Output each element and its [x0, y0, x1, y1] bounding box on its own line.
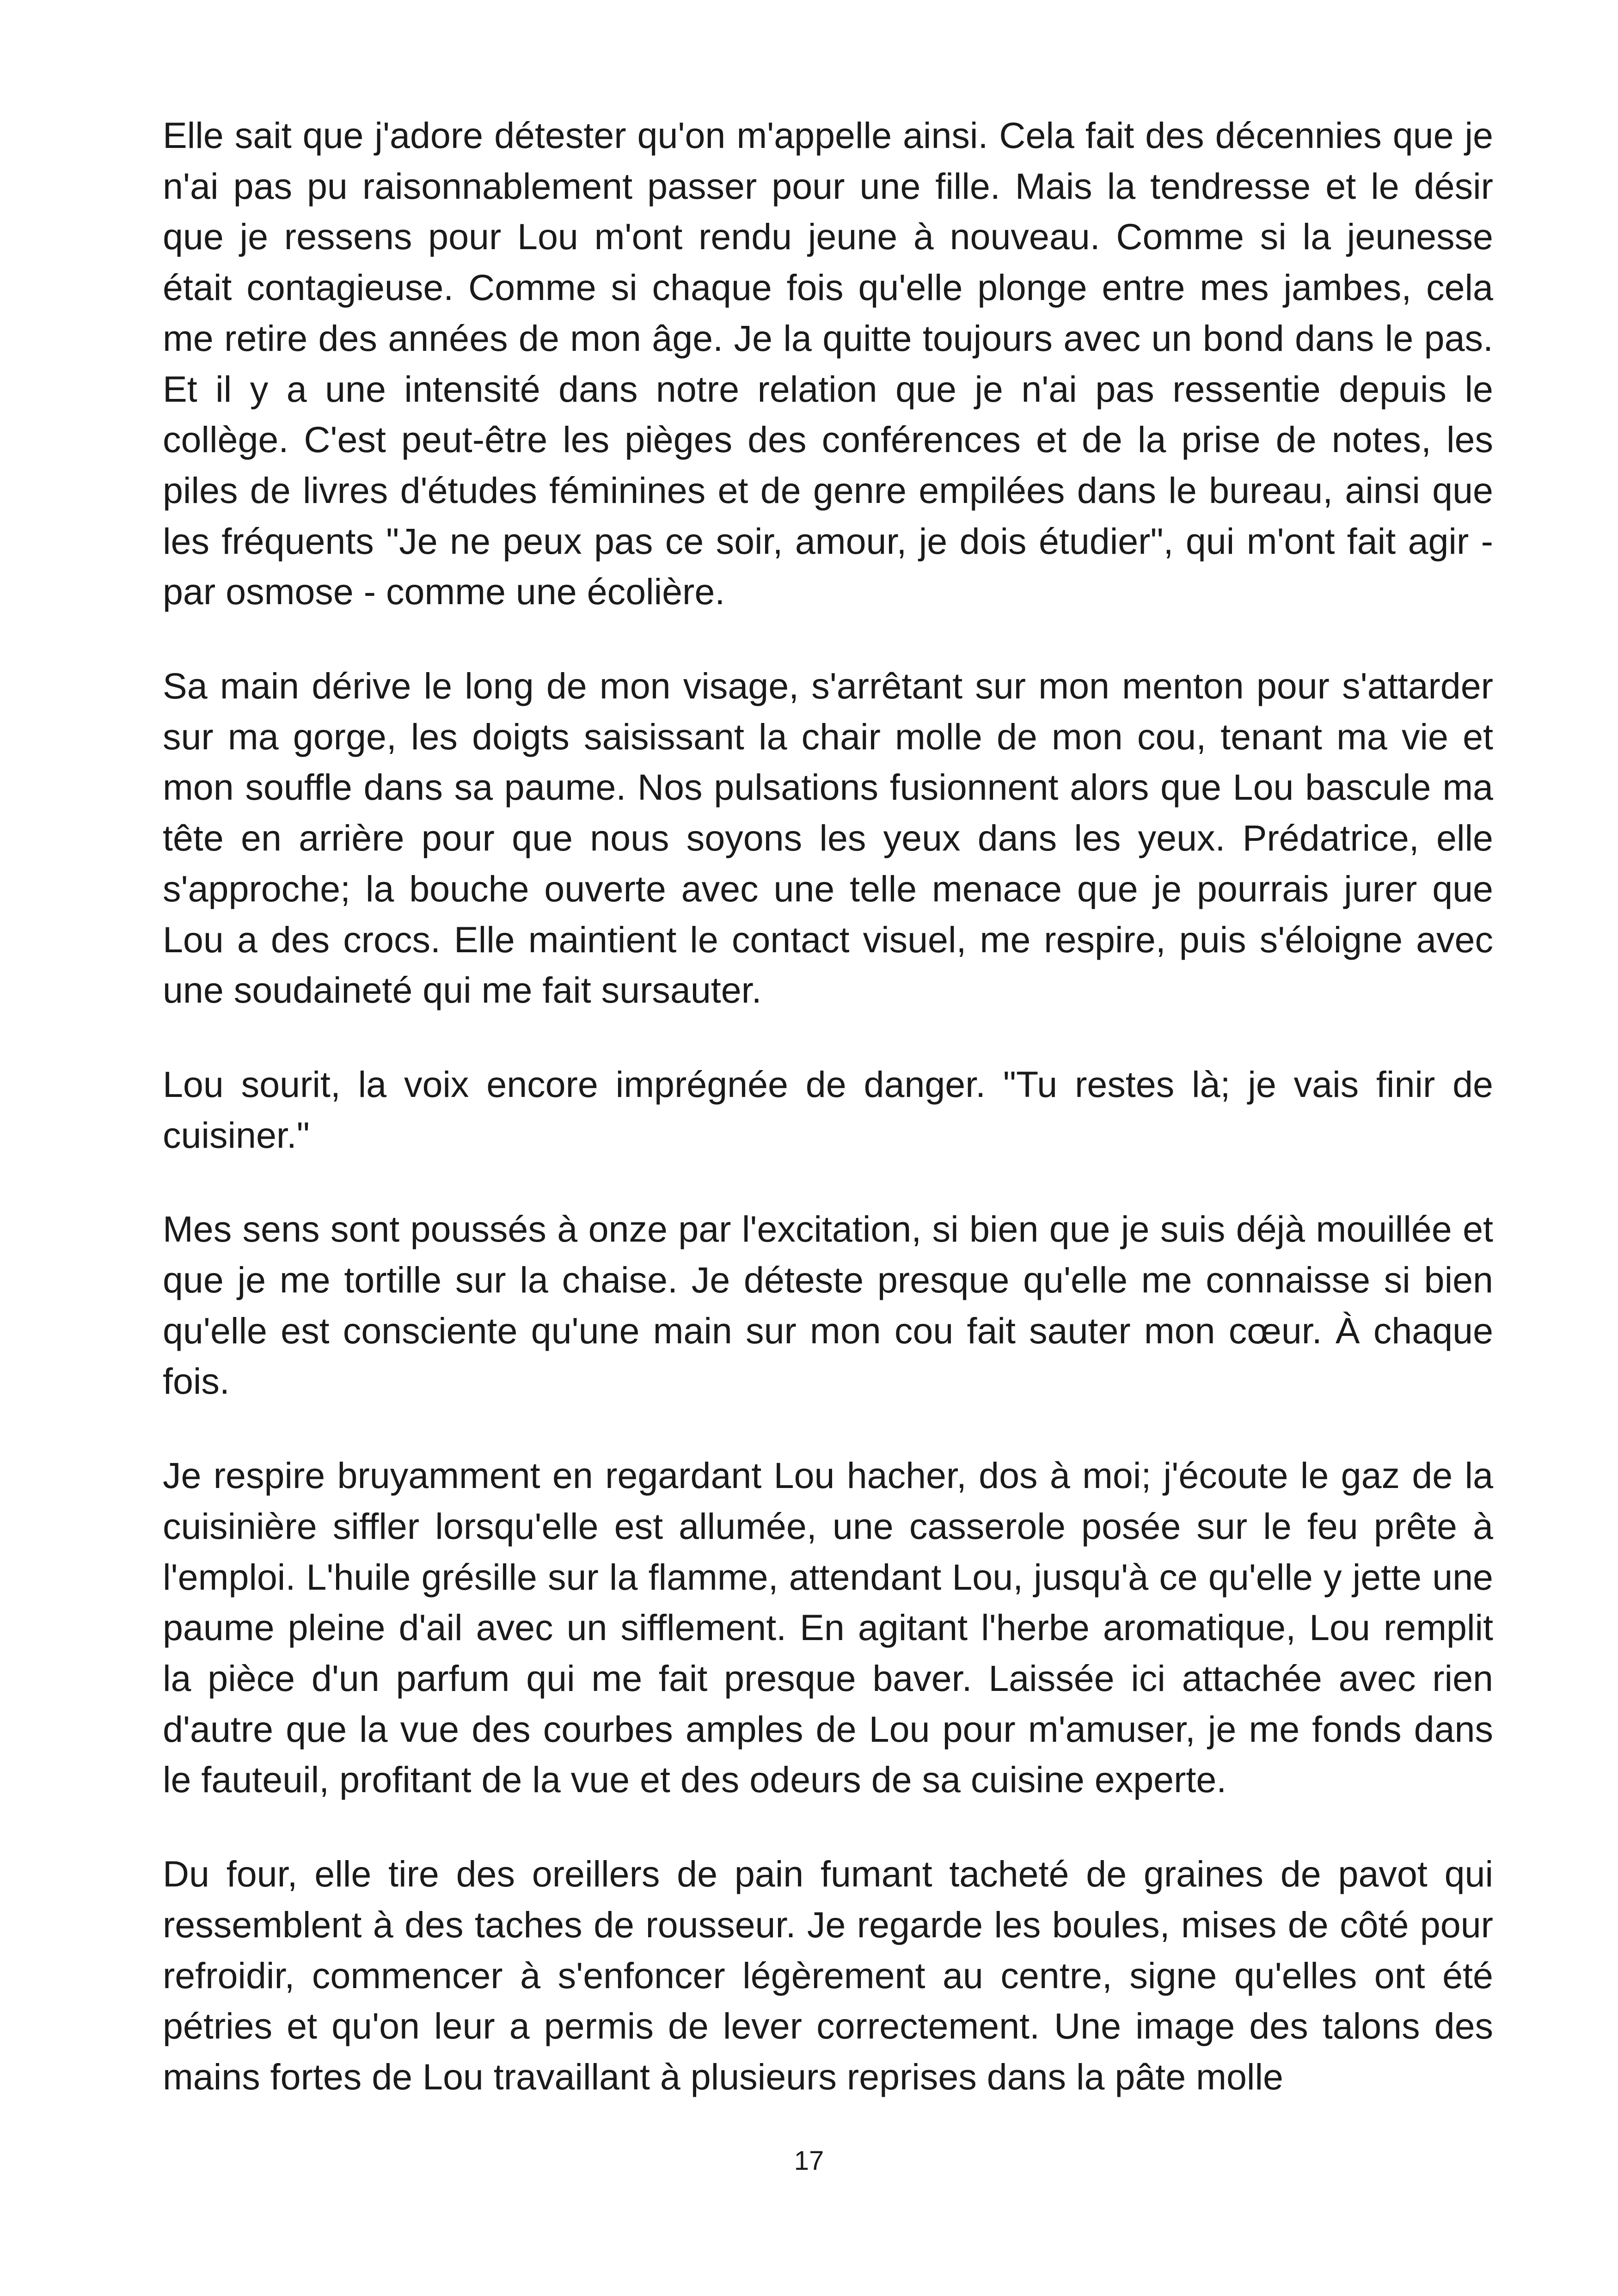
paragraph-4: Mes sens sont poussés à onze par l'excitation, si bien que je suis déjà mouillée et que je me tortille sur la chaise. Je déteste presque qu'elle me connaisse si bien qu'elle est consciente qu'une main sur mon cou fait sauter mon cœur. À chaque fois.	[163, 1208, 1493, 1402]
paragraph-1: Elle sait que j'adore détester qu'on m'appelle ainsi. Cela fait des décennies que je n'ai pas pu raisonnablement passer pour une fille. Mais la tendresse et le désir que je ressens pour Lou m'ont rendu jeune à nouveau. Comme si la jeunesse était contagieuse. Comme si chaque fois qu'elle plonge entre mes jambes, cela me retire des années de mon âge. Je la quitte toujours avec un bond dans le pas. Et il y a une intensité dans notre relation que je n'ai pas ressentie depuis le collège. C'est peut-être les pièges des conférences et de la prise de notes, les piles de livres d'études féminines et de genre empilées dans le bureau, ainsi que les fréquents "Je ne peux pas ce soir, amour, je dois étudier", qui m'ont fait agir - par osmose - comme une écolière.	[163, 115, 1493, 612]
paragraph-6: Du four, elle tire des oreillers de pain fumant tacheté de graines de pavot qui ressemblent à des taches de rousseur. Je regarde les boules, mises de côté pour refroidir, commencer à s'enfoncer légèrement au centre, signe qu'elles ont été pétries et qu'on leur a permis de lever correctement. Une image des talons des mains fortes de Lou travaillant à plusieurs reprises dans la pâte molle	[163, 1853, 1493, 2097]
body-text	[163, 110, 1493, 2102]
paragraph-5: Je respire bruyamment en regardant Lou hacher, dos à moi; j'écoute le gaz de la cuisinière siffler lorsqu'elle est allumée, une casserole posée sur le feu prête à l'emploi. L'huile grésille sur la flamme, attendant Lou, jusqu'à ce qu'elle y jette une paume pleine d'ail avec un sifflement. En agitant l'herbe aromatique, Lou remplit la pièce d'un parfum qui me fait presque baver. Laissée ici attachée avec rien d'autre que la vue des courbes amples de Lou pour m'amuser, je me fonds dans le fauteuil, profitant de la vue et des odeurs de sa cuisine experte.	[163, 1455, 1493, 1800]
paragraph-2: Sa main dérive le long de mon visage, s'arrêtant sur mon menton pour s'attarder sur ma gorge, les doigts saisissant la chair molle de mon cou, tenant ma vie et mon souffle dans sa paume. Nos pulsations fusionnent alors que Lou bascule ma tête en arrière pour que nous soyons les yeux dans les yeux. Prédatrice, elle s'approche; la bouche ouverte avec une telle menace que je pourrais jurer que Lou a des crocs. Elle maintient le contact visuel, me respire, puis s'éloigne avec une soudaineté qui me fait sursauter.	[163, 665, 1493, 1011]
page-number: 17	[794, 2146, 824, 2176]
paragraph-3: Lou sourit, la voix encore imprégnée de danger. "Tu restes là; je vais finir de cuisiner."	[163, 1063, 1493, 1156]
